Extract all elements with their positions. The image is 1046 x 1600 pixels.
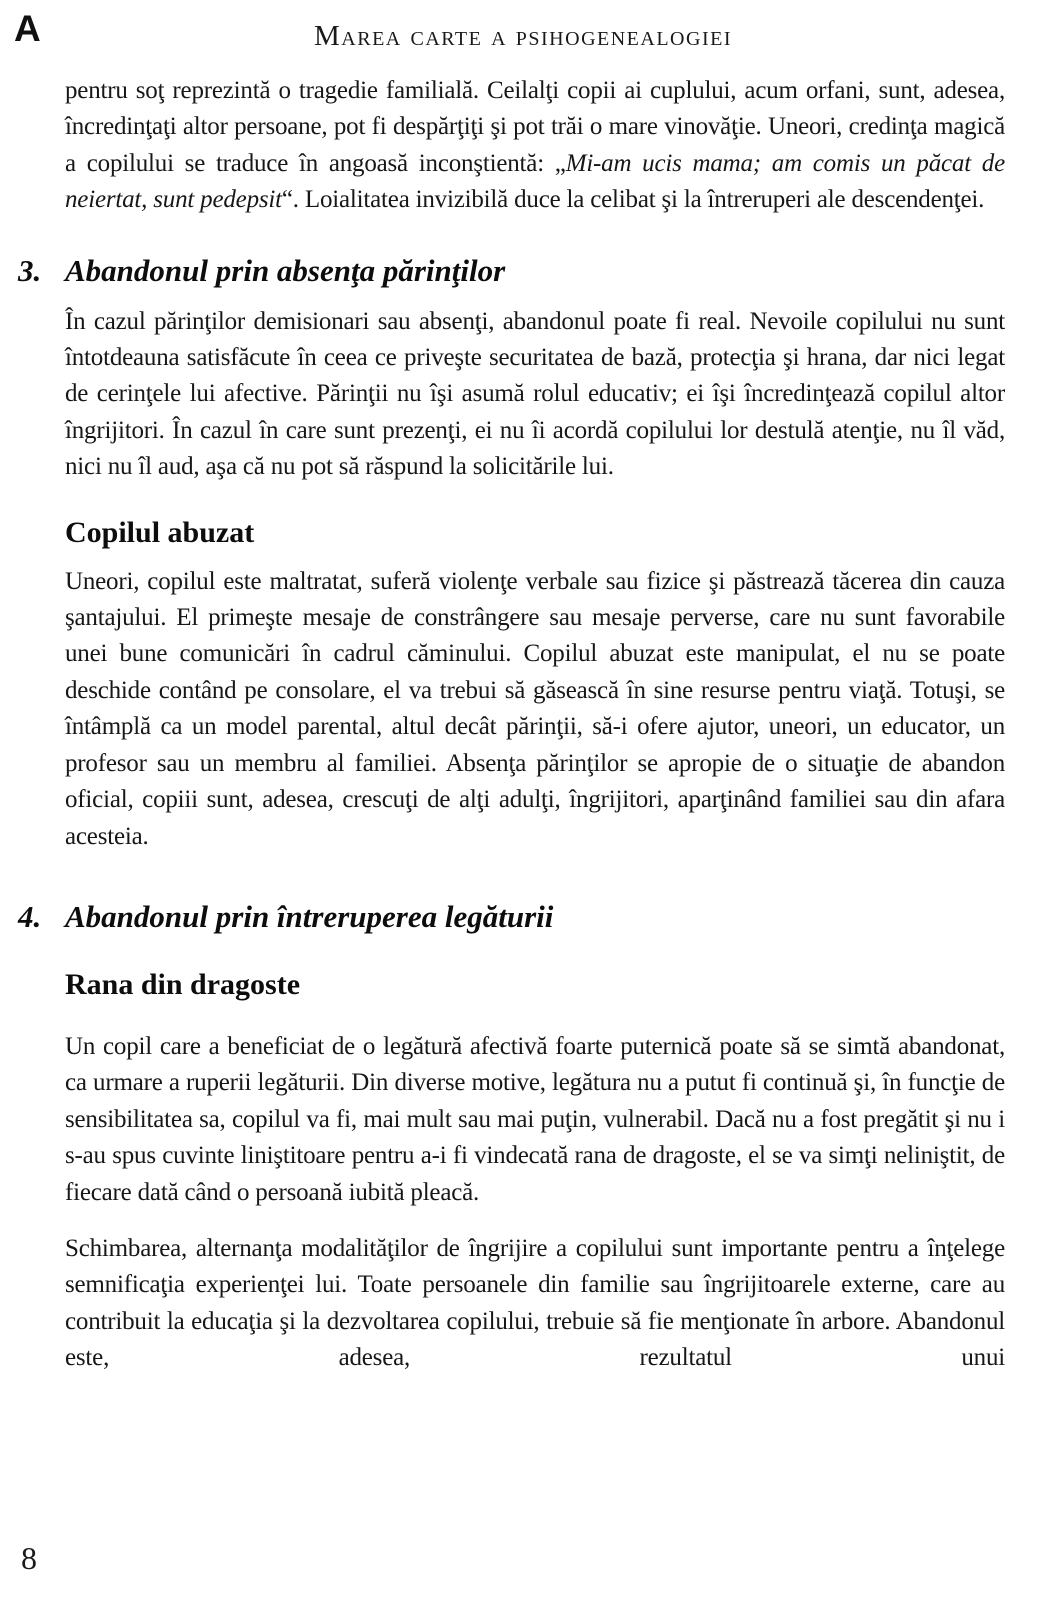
- section-heading-4: [18, 898, 1005, 935]
- running-header: Marea carte a psihogenealogiei: [314, 20, 732, 52]
- paragraph-abused-child: Uneori, copilul este maltratat, suferă violenţe verbale sau fizice şi păstrează tăcerea din cauza şantajului. El primeşte mesaje de constrângere sau mesaje perverse, care nu sunt favorabile unei bune comunicări în cadrul căminului. Copilul abuzat este manipulat, el nu se poate deschide contând pe consolare, el va trebui să găsească în sine resurse pentru viaţă. Totuşi, se întâmplă ca un model parental, altul decât părinţii, să-i ofere ajutor, uneori, un educator, un profesor sau un membru al familiei. Absenţa părinţilor se apropie de o situaţie de abandon oficial, copiii sunt, adesea, crescuţi de alţi adulţi, îngrijitori, aparţinând familiei sau din afara acesteia.: [65, 567, 1005, 850]
- section-heading-3: [18, 252, 1005, 289]
- paragraph-quote-italic: Mi-am ucis mama; am comis un păcat de neiertat, sunt pedepsit: [65, 149, 1005, 214]
- subsection-heading-abused-child: Copilul abuzat: [65, 515, 255, 549]
- section-number: 4.: [18, 898, 42, 934]
- subsection-heading-love-wound: Rana din dragoste: [65, 967, 301, 1001]
- section-title: Abandonul prin absenţa părinţilor: [65, 252, 506, 288]
- paragraph-text: pentru soţ reprezintă o tragedie familială. Ceilalţi copii ai cuplului, acum orfani, sunt, adesea, încredinţaţi altor persoane, pot fi despărţiţi şi pot trăi o mare vinovăţie. Uneori, credinţa magică a copilului se traduce în angoasă inconştientă: „: [65, 77, 1005, 177]
- paragraph-text: “. Loialitatea invizibilă duce la celibat şi la întreruperi ale descendenţei.: [281, 186, 985, 214]
- paragraph-love-wound-2: Schimbarea, alternanţa modalităţilor de îngrijire a copilului sunt importante pentru a înţelege semnificaţia experienţei lui. Toate persoanele din familie sau îngrijitoarele externe, care au contribuit la educaţia şi la dezvoltarea copilului, trebuie să fie menţionate în arbore. Abandonul este, adesea, rezultatul unui: [65, 1234, 1005, 1372]
- paragraph-love-wound-1: Un copil care a beneficiat de o legătură afectivă foarte puternică poate să se simtă abandonat, ca urmare a ruperii legăturii. Din diverse motive, legătura nu a putut fi continuă şi, în funcţie de sensibilitatea sa, copilul va fi, mai mult sau mai puţin, vulnerabil. Dacă nu a fost pregătit şi nu i s-au spus cuvinte liniştitoare pentru a-i fi vindecată rana de dragoste, el se va simţi neliniştit, de fiecare dată când o persoană iubită pleacă.: [65, 1032, 1005, 1206]
- corner-letter: A: [14, 8, 41, 49]
- paragraph-continuation: [65, 73, 1005, 219]
- page-number: 8: [21, 1540, 37, 1576]
- section-title: Abandonul prin întreruperea legăturii: [65, 898, 554, 934]
- section-number: 3.: [18, 252, 42, 288]
- paragraph-section-3: În cazul părinţilor demisionari sau absenţi, abandonul poate fi real. Nevoile copilului nu sunt întotdeauna satisfăcute în ceea ce priveşte securitatea de bază, protecţia şi hrana, dar nici legat de cerinţele lui afective. Părinţii nu îşi asumă rolul educativ; ei îşi încredinţează copilul altor îngrijitori. În cazul în care sunt prezenţi, ei nu îi acordă copilului lor destulă atenţie, nu îl văd, nici nu îl aud, aşa că nu pot să răspund la solicitările lui.: [65, 307, 1005, 481]
